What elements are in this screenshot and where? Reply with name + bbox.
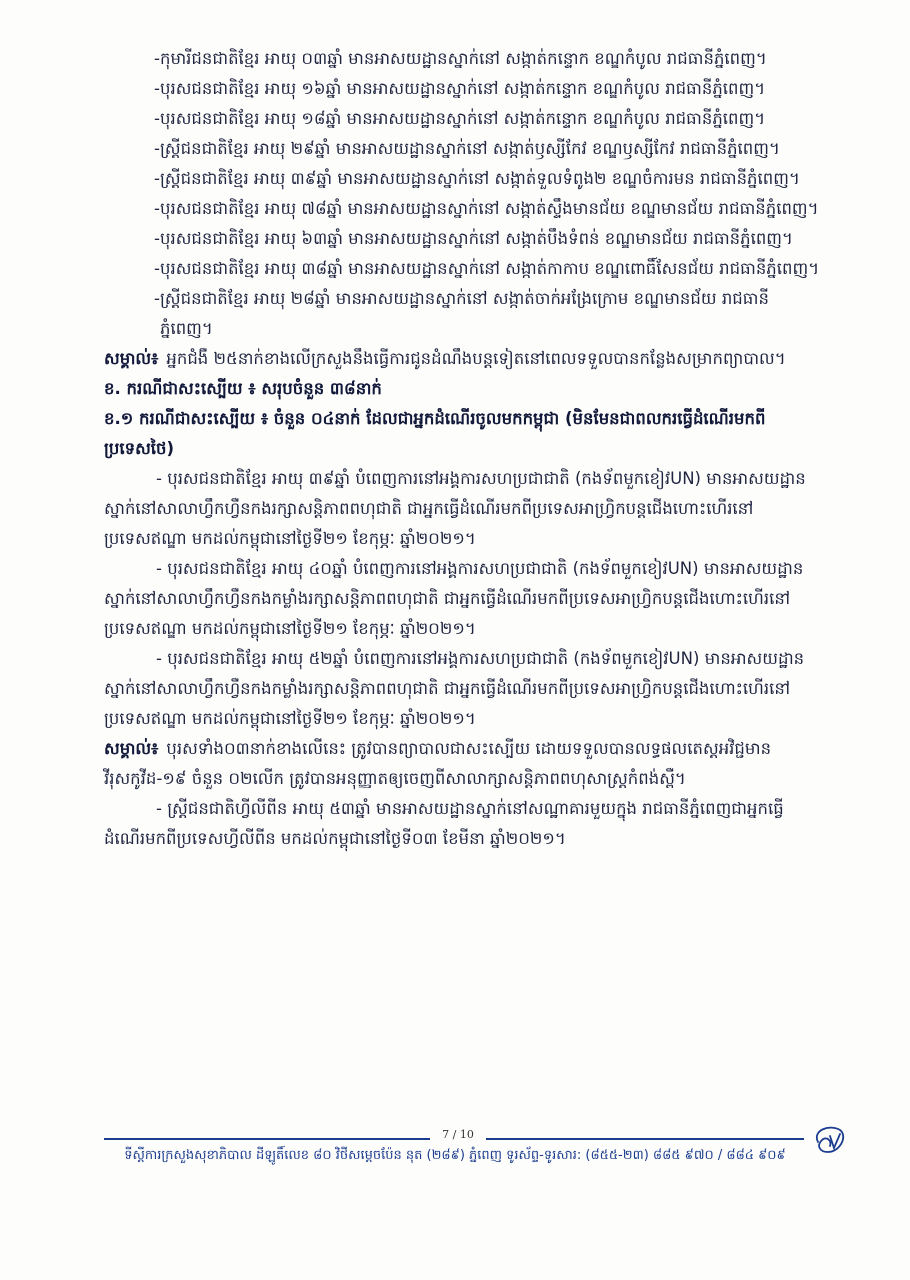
note-label: សម្គាល់៖ [104, 349, 159, 368]
bullet-dash: - [156, 649, 162, 668]
bullet-dash: - [154, 109, 160, 128]
bullet-dash: - [156, 799, 162, 818]
list-item-text: កុមារីជនជាតិខ្មែរ អាយុ ០៣ឆ្នាំ មានអាសយដ្ឋានស្នាក់នៅ សង្កាត់កន្ទោក ខណ្ឌកំបូល រាជធានីភ្នំពេញ។ [160, 49, 767, 68]
list-item [104, 554, 820, 644]
case-list-a [104, 44, 820, 344]
bullet-dash: - [154, 79, 160, 98]
list-item [104, 194, 820, 224]
list-item-text: បុរសជនជាតិខ្មែរ អាយុ ៣៨ឆ្នាំ មានអាសយដ្ឋានស្នាក់នៅ សង្កាត់កាកាប ខណ្ឌពោធិ៍សែនជ័យ រាជធានីភ្នំពេញ។ [160, 259, 820, 278]
bullet-dash: - [156, 559, 162, 578]
list-item [104, 74, 820, 104]
case-list-b [104, 464, 820, 734]
list-item-text: បុរសជនជាតិខ្មែរ អាយុ ១៦ឆ្នាំ មានអាសយដ្ឋានស្នាក់នៅ សង្កាត់កន្ទោក ខណ្ឌកំបូល រាជធានីភ្នំពេញ។ [160, 79, 766, 98]
section-heading: ខ. ករណីជាសះស្បើយ ៖ សរុបចំនួន ៣៨នាក់ [104, 379, 382, 398]
list-item-text: បុរសជនជាតិខ្មែរ អាយុ ៣៩ឆ្នាំ បំពេញការនៅអង្គការសហប្រជាជាតិ (កងទ័ពមួកខៀវUN) មានអាសយដ្ឋានស្នាក់នៅសាលាហ្វឹកហ្វឺនកងរក្សាសន្តិភាពពហុជាតិ ជាអ្នកធ្វើដំណើរមកពីប្រទេសអាហ្វ្រិកបន្តជើងហោះហើរនៅប្រទេសឥណ្ឌា មកដល់កម្ពុជានៅថ្ងៃទី២១ ខែកុម្ភៈ ឆ្នាំ២០២១។ [104, 469, 806, 548]
list-item [104, 464, 820, 554]
list-item-text: បុរសជនជាតិខ្មែរ អាយុ ៦៣ឆ្នាំ មានអាសយដ្ឋានស្នាក់នៅ សង្កាត់បឹងទំពន់ ខណ្ឌមានជ័យ រាជធានីភ្នំពេញ។ [160, 229, 793, 248]
bullet-dash: - [156, 469, 162, 488]
page-number: 7 / 10 [430, 1128, 486, 1141]
list-item-text: បុរសជនជាតិខ្មែរ អាយុ ៥២ឆ្នាំ បំពេញការនៅអង្គការសហប្រជាជាតិ (កងទ័ពមួកខៀវUN) មានអាសយដ្ឋានស្នាក់នៅសាលាហ្វឹកហ្វឺនកងកម្លាំងរក្សាសន្តិភាពពហុជាតិ ជាអ្នកធ្វើដំណើរមកពីប្រទេសអាហ្វ្រិកបន្តជើងហោះហើរនៅប្រទេសឥណ្ឌា មកដល់កម្ពុជានៅថ្ងៃទី២១ ខែកុម្ភៈ ឆ្នាំ២០២១។ [104, 649, 805, 728]
list-item-text: ស្ត្រីជនជាតិខ្មែរ អាយុ ៣៩ឆ្នាំ មានអាសយដ្ឋានស្នាក់នៅ សង្កាត់ទួលទំពូង២ ខណ្ឌចំការមន រាជធានីភ្នំពេញ។ [160, 169, 800, 188]
note-paragraph [104, 734, 820, 794]
list-item [104, 284, 820, 344]
note-paragraph [104, 344, 820, 374]
list-item [104, 644, 820, 734]
list-item [104, 164, 820, 194]
bullet-dash: - [154, 199, 160, 218]
list-item-text: បុរសជនជាតិខ្មែរ អាយុ ៧៨ឆ្នាំ មានអាសយដ្ឋានស្នាក់នៅ សង្កាត់ស្ទឹងមានជ័យ ខណ្ឌមានជ័យ រាជធានីភ្នំពេញ។ [160, 199, 819, 218]
bullet-dash: - [154, 229, 160, 248]
list-item-text: ស្ត្រីជនជាតិហ្វីលីពីន អាយុ ៥៣ឆ្នាំ មានអាសយដ្ឋានស្នាក់នៅសណ្ឋាគារមួយក្នុង រាជធានីភ្នំពេញជាអ្នកធ្វើដំណើរមកពីប្រទេសហ្វីលីពីន មកដល់កម្ពុជានៅថ្ងៃទី០៣ ខែមីនា ឆ្នាំ២០២១។ [104, 799, 784, 848]
list-item-text: បុរសជនជាតិខ្មែរ អាយុ ១៨ឆ្នាំ មានអាសយដ្ឋានស្នាក់នៅ សង្កាត់កន្ទោក ខណ្ឌកំបូល រាជធានីភ្នំពេញ។ [160, 109, 766, 128]
list-item-text: បុរសជនជាតិខ្មែរ អាយុ ៤០ឆ្នាំ បំពេញការនៅអង្គការសហប្រជាជាតិ (កងទ័ពមួកខៀវUN) មានអាសយដ្ឋានស្នាក់នៅសាលាហ្វឹកហ្វឺនកងកម្លាំងរក្សាសន្តិភាពពហុជាតិ ជាអ្នកធ្វើដំណើរមកពីប្រទេសអាហ្វ្រិកបន្តជើងហោះហើរនៅប្រទេសឥណ្ឌា មកដល់កម្ពុជានៅថ្ងៃទី២១ ខែកុម្ភៈ ឆ្នាំ២០២១។ [104, 559, 804, 638]
list-item [104, 44, 820, 74]
list-item-text: ស្ត្រីជនជាតិខ្មែរ អាយុ ២៨ឆ្នាំ មានអាសយដ្ឋានស្នាក់នៅ សង្កាត់ចាក់អង្រែក្រោម ខណ្ឌមានជ័យ រាជធានីភ្នំពេញ។ [160, 289, 769, 338]
note-text: អ្នកជំងឺ ២៥នាក់ខាងលើក្រសួងនឹងធ្វើការជូនដំណឹងបន្តទៀតនៅពេលទទួលបានកន្លែងសម្រាកព្យាបាល។ [166, 349, 786, 368]
bullet-dash: - [154, 169, 160, 188]
footer-address: ទីស្តីការក្រសួងសុខាភិបាល ដីឡូតិ៍លេខ ៨០ វិថីសម្តេចប៉ែន នុត (២៨៩) ភ្នំពេញ ទូរស័ព្ទ-ទូរសារ: (៨៥៥-២៣) ៨៨៥ ៩៧០ / ៨៨៤ ៩០៩ [124, 1148, 786, 1163]
signature-icon [810, 1122, 848, 1158]
list-item [104, 224, 820, 254]
bullet-dash: - [154, 259, 160, 278]
bullet-dash: - [154, 49, 160, 68]
bullet-dash: - [154, 139, 160, 158]
subsection-heading: ខ.១ ករណីជាសះស្បើយ ៖ ចំនួន ០៤នាក់ ដែលជាអ្នកដំណើរចូលមកកម្ពុជា (មិនមែនជាពលករធ្វើដំណើរមកពីប្រទេសថៃ) [104, 409, 766, 458]
list-item [104, 104, 820, 134]
list-item [104, 254, 820, 284]
page-body [104, 44, 820, 854]
note-label: សម្គាល់៖ [104, 739, 159, 758]
note-text: បុរសទាំង០៣នាក់ខាងលើនេះ ត្រូវបានព្យាបាលជាសះស្បើយ ដោយទទួលបានលទ្ធផលតេស្តអវិជ្ជមានវីរុសកូវីដ-១៩ ចំនួន ០២លើក ត្រូវបានអនុញ្ញាតឲ្យចេញពីសាលាក្សាសន្តិភាពពហុសាស្ត្រកំពង់ស្ពឺ។ [104, 739, 772, 788]
list-item [104, 134, 820, 164]
case-list-c [104, 794, 820, 854]
list-item [104, 794, 820, 854]
bullet-dash: - [154, 289, 160, 308]
list-item-text: ស្ត្រីជនជាតិខ្មែរ អាយុ ២៩ឆ្នាំ មានអាសយដ្ឋានស្នាក់នៅ សង្កាត់ឫស្សីកែវ ខណ្ឌឫស្សីកែវ រាជធានីភ្នំពេញ។ [160, 139, 780, 158]
